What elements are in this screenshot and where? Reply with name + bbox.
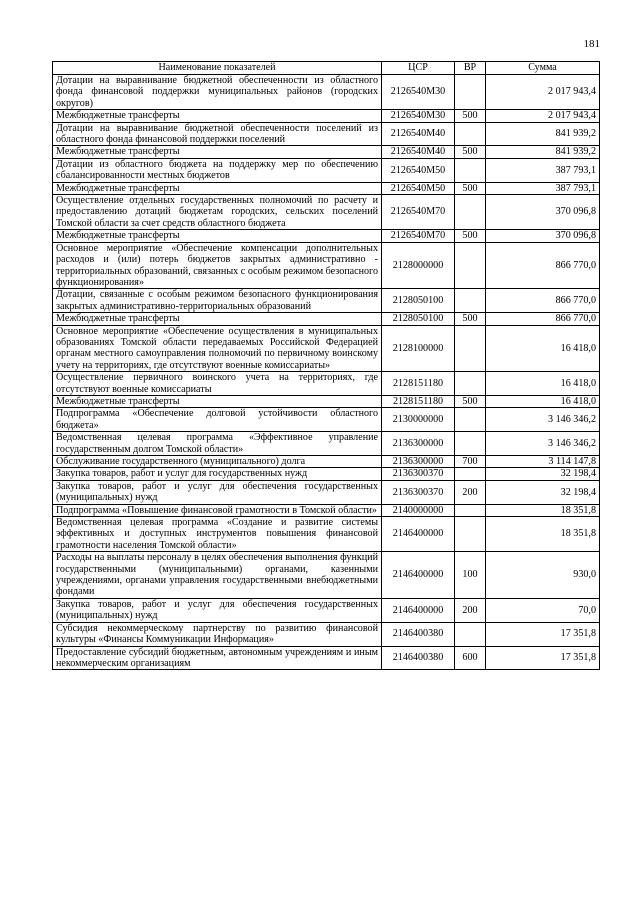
table-row [53, 432, 600, 456]
table-header-row [53, 62, 600, 75]
table-body [53, 75, 600, 670]
cell-vr [455, 468, 486, 480]
cell-sum: 387 793,1 [486, 158, 600, 182]
table-row [53, 110, 600, 122]
cell-vr [455, 242, 486, 289]
header-vr: ВР [455, 62, 486, 75]
table-row [53, 242, 600, 289]
table-row [53, 480, 600, 504]
table-row [53, 598, 600, 622]
table-row [53, 182, 600, 194]
header-csr: ЦСР [382, 62, 455, 75]
cell-name: Ведомственная целевая программа «Создание и развитие системы эффективных и доступных инструментов повышения финансовой грамотности населения Томской области» [53, 517, 382, 552]
cell-name: Межбюджетные трансферты [53, 313, 382, 325]
cell-csr: 2130000000 [382, 408, 455, 432]
cell-name: Закупка товаров, работ и услуг для государственных нужд [53, 468, 382, 480]
table-row [53, 646, 600, 670]
cell-name: Расходы на выплаты персоналу в целях обеспечения выполнения функций государственными (муниципальными) органами, казенными учреждениями, органами управления государственными внебюджетными фондами [53, 552, 382, 599]
cell-csr: 2126540М70 [382, 195, 455, 230]
cell-sum: 32 198,4 [486, 468, 600, 480]
cell-name: Основное мероприятие «Обеспечение компенсации дополнительных расходов и (или) потерь бюджетов закрытых административно - территориальных образований, связанных с особым режимом безопасного функционирования» [53, 242, 382, 289]
table-row [53, 504, 600, 516]
cell-name: Межбюджетные трансферты [53, 110, 382, 122]
cell-sum: 841 939,2 [486, 146, 600, 158]
cell-vr [455, 122, 486, 146]
table-row [53, 122, 600, 146]
cell-vr [455, 158, 486, 182]
cell-sum: 3 146 346,2 [486, 408, 600, 432]
cell-csr: 2128050100 [382, 289, 455, 313]
table-row [53, 230, 600, 242]
cell-sum: 16 418,0 [486, 372, 600, 396]
cell-name: Межбюджетные трансферты [53, 146, 382, 158]
cell-name: Дотации из областного бюджета на поддержку мер по обеспечению сбалансированности местных бюджетов [53, 158, 382, 182]
cell-csr: 2146400000 [382, 552, 455, 599]
table-row [53, 289, 600, 313]
cell-sum: 17 351,8 [486, 646, 600, 670]
cell-sum: 16 418,0 [486, 325, 600, 372]
cell-vr: 500 [455, 182, 486, 194]
cell-csr: 2136300370 [382, 468, 455, 480]
cell-name: Закупка товаров, работ и услуг для обеспечения государственных (муниципальных) нужд [53, 480, 382, 504]
cell-vr: 500 [455, 230, 486, 242]
cell-name: Дотации на выравнивание бюджетной обеспеченности поселений из областного фонда финансовой поддержки поселений [53, 122, 382, 146]
table-row [53, 195, 600, 230]
cell-sum: 17 351,8 [486, 622, 600, 646]
table-row [53, 372, 600, 396]
cell-csr: 2146400000 [382, 598, 455, 622]
cell-name: Предоставление субсидий бюджетным, автономным учреждениям и иным некоммерческим организациям [53, 646, 382, 670]
cell-sum: 866 770,0 [486, 242, 600, 289]
page-number: 181 [583, 38, 600, 50]
table-row [53, 146, 600, 158]
cell-name: Ведомственная целевая программа «Эффективное управление государственным долгом Томской области» [53, 432, 382, 456]
budget-table [52, 61, 600, 670]
cell-sum: 387 793,1 [486, 182, 600, 194]
cell-csr: 2128100000 [382, 325, 455, 372]
cell-name: Осуществление отдельных государственных полномочий по расчету и предоставлению дотаций бюджетам городских, сельских поселений Томской области за счет средств областного бюджета [53, 195, 382, 230]
cell-sum: 18 351,8 [486, 504, 600, 516]
cell-vr: 100 [455, 552, 486, 599]
cell-name: Дотации, связанные с особым режимом безопасного функционирования закрытых административно-территориальных образований [53, 289, 382, 313]
cell-name: Дотации на выравнивание бюджетной обеспеченности из областного фонда финансовой поддержки муниципальных районов (городских округов) [53, 75, 382, 110]
cell-csr: 2128151180 [382, 395, 455, 407]
cell-csr: 2126540М30 [382, 110, 455, 122]
cell-sum: 32 198,4 [486, 480, 600, 504]
cell-name: Закупка товаров, работ и услуг для обеспечения государственных (муниципальных) нужд [53, 598, 382, 622]
cell-sum: 3 146 346,2 [486, 432, 600, 456]
cell-vr: 600 [455, 646, 486, 670]
cell-csr: 2126540М50 [382, 182, 455, 194]
cell-name: Межбюджетные трансферты [53, 182, 382, 194]
table-row [53, 395, 600, 407]
header-name: Наименование показателей [53, 62, 382, 75]
cell-vr [455, 432, 486, 456]
cell-csr: 2136300000 [382, 456, 455, 468]
cell-vr [455, 408, 486, 432]
cell-sum: 2 017 943,4 [486, 110, 600, 122]
table-row [53, 75, 600, 110]
table-row [53, 408, 600, 432]
cell-name: Подпрограмма «Повышение финансовой грамотности в Томской области» [53, 504, 382, 516]
cell-vr: 500 [455, 146, 486, 158]
cell-csr: 2140000000 [382, 504, 455, 516]
cell-sum: 3 114 147,8 [486, 456, 600, 468]
cell-sum: 370 096,8 [486, 195, 600, 230]
header-sum: Сумма [486, 62, 600, 75]
cell-sum: 70,0 [486, 598, 600, 622]
cell-vr [455, 517, 486, 552]
cell-name: Обслуживание государственного (муниципального) долга [53, 456, 382, 468]
table-row [53, 456, 600, 468]
table-row [53, 325, 600, 372]
cell-sum: 930,0 [486, 552, 600, 599]
cell-name: Межбюджетные трансферты [53, 230, 382, 242]
cell-csr: 2136300370 [382, 480, 455, 504]
cell-vr: 200 [455, 598, 486, 622]
cell-csr: 2128151180 [382, 372, 455, 396]
cell-sum: 2 017 943,4 [486, 75, 600, 110]
cell-vr [455, 289, 486, 313]
cell-vr: 700 [455, 456, 486, 468]
cell-vr: 200 [455, 480, 486, 504]
cell-vr [455, 372, 486, 396]
cell-vr [455, 622, 486, 646]
cell-csr: 2146400000 [382, 517, 455, 552]
cell-vr: 500 [455, 313, 486, 325]
cell-name: Субсидия некоммерческому партнерству по развитию финансовой культуры «Финансы Коммуникации Информация» [53, 622, 382, 646]
cell-vr [455, 75, 486, 110]
table-row [53, 158, 600, 182]
cell-csr: 2128050100 [382, 313, 455, 325]
table-row [53, 468, 600, 480]
cell-csr: 2126540М40 [382, 146, 455, 158]
cell-sum: 18 351,8 [486, 517, 600, 552]
cell-csr: 2126540М50 [382, 158, 455, 182]
cell-name: Основное мероприятие «Обеспечение осуществления в муниципальных образованиях Томской области передаваемых Российской Федерацией органам местного самоуправления полномочий по первичному воинскому учету на территориях, где отсутствуют военные комиссариаты» [53, 325, 382, 372]
cell-name: Осуществление первичного воинского учета на территориях, где отсутствуют военные комиссариаты [53, 372, 382, 396]
cell-vr [455, 504, 486, 516]
cell-csr: 2136300000 [382, 432, 455, 456]
cell-csr: 2128000000 [382, 242, 455, 289]
table-row [53, 517, 600, 552]
cell-sum: 16 418,0 [486, 395, 600, 407]
cell-csr: 2146400380 [382, 646, 455, 670]
cell-csr: 2126540М40 [382, 122, 455, 146]
cell-vr [455, 325, 486, 372]
cell-vr [455, 195, 486, 230]
cell-csr: 2126540М30 [382, 75, 455, 110]
cell-vr: 500 [455, 395, 486, 407]
cell-sum: 370 096,8 [486, 230, 600, 242]
cell-name: Подпрограмма «Обеспечение долговой устойчивости областного бюджета» [53, 408, 382, 432]
cell-sum: 866 770,0 [486, 313, 600, 325]
cell-vr: 500 [455, 110, 486, 122]
cell-csr: 2126540М70 [382, 230, 455, 242]
cell-name: Межбюджетные трансферты [53, 395, 382, 407]
table-row [53, 552, 600, 599]
table-row [53, 622, 600, 646]
cell-sum: 866 770,0 [486, 289, 600, 313]
table-row [53, 313, 600, 325]
cell-csr: 2146400380 [382, 622, 455, 646]
cell-sum: 841 939,2 [486, 122, 600, 146]
